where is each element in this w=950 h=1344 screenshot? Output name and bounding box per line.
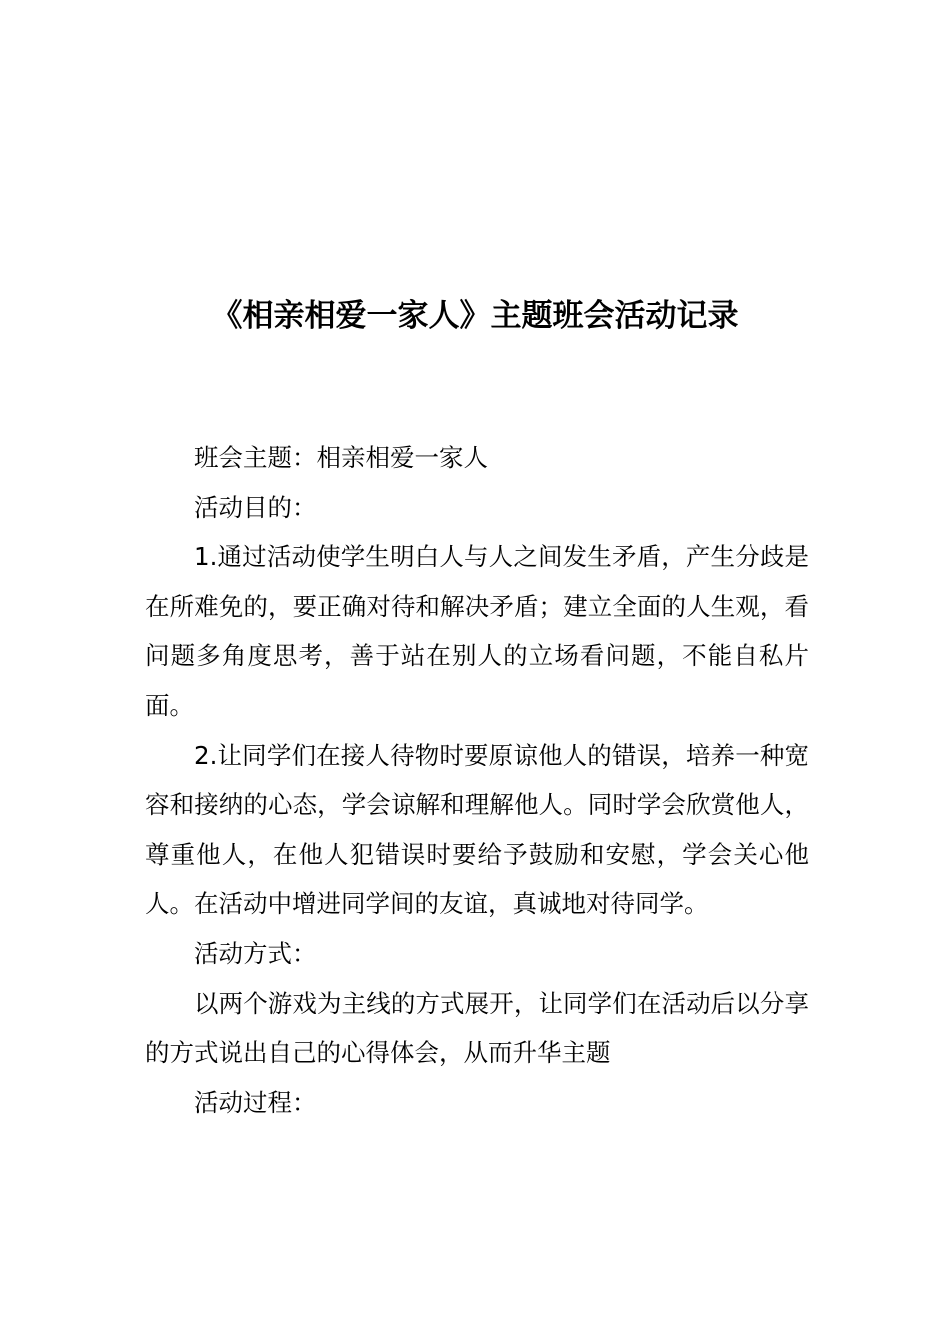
paragraph-method-heading: 活动方式： — [194, 938, 317, 968]
paragraph-process-heading: 活动过程： — [194, 1087, 317, 1117]
document-title: 《相亲相爱一家人》主题班会活动记录 — [211, 298, 739, 334]
paragraph-purpose-heading: 活动目的： — [194, 492, 317, 522]
document-body — [145, 433, 809, 1127]
paragraph-purpose-2: 2.让同学们在接人待物时要原谅他人的错误，培养一种宽容和接纳的心态，学会谅解和理解他人。同时学会欣赏他人，尊重他人，在他人犯错误时要给予鼓励和安慰，学会关心他人。在活动中增进同学间的友谊，真诚地对待同学。 — [145, 740, 809, 919]
paragraph-class-theme: 班会主题：相亲相爱一家人 — [194, 443, 488, 472]
paragraph-purpose-1: 1.通过活动使学生明白人与人之间发生矛盾，产生分歧是在所难免的，要正确对待和解决矛盾；建立全面的人生观，看问题多角度思考，善于站在别人的立场看问题，不能自私片面。 — [145, 542, 809, 720]
paragraph-method-text: 以两个游戏为主线的方式展开，让同学们在活动后以分享的方式说出自己的心得体会，从而升华主题 — [145, 988, 809, 1068]
